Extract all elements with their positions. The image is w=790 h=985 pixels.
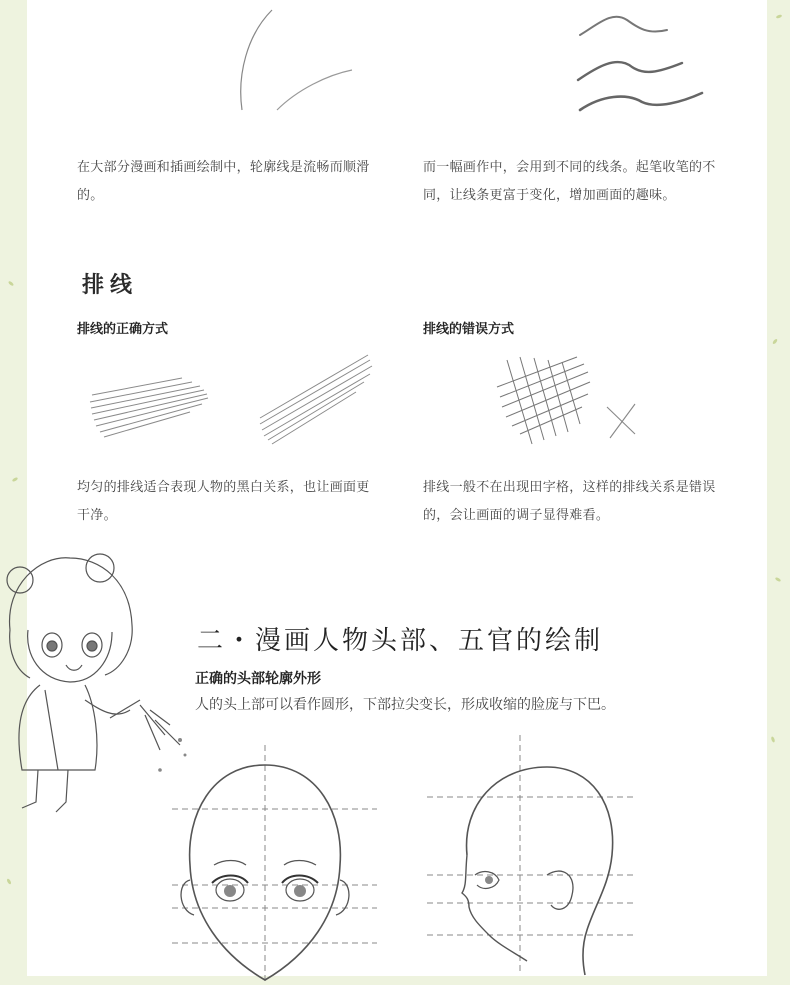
varied-line-text: 而一幅画作中，会用到不同的线条。起笔收笔的不同，让线条更富于变化，增加画面的趣味。 (423, 160, 716, 203)
leaf-decoration (775, 577, 782, 583)
hatching-correct-text: 均匀的排线适合表现人物的黑白关系，也让画面更干净。 (77, 480, 370, 523)
leaf-decoration (12, 477, 19, 483)
leaf-decoration (772, 338, 778, 345)
side-head-diagram (427, 735, 637, 975)
correct-hatching-sketch (82, 350, 382, 450)
leaf-decoration (776, 14, 783, 19)
hatching-wrong-text: 排线一般不在出现田字格，这样的排线关系是错误的，会让画面的调子显得难看。 (423, 480, 716, 523)
hatching-correct-subtitle: 排线的正确方式 (77, 322, 169, 337)
hatching-title: 排线 (82, 272, 139, 298)
leaf-decoration (6, 878, 12, 885)
chibi-character-illustration (0, 540, 200, 830)
section-description: 人的头上部可以看作圆形，下部拉尖变长，形成收缩的脸庞与下巴。 (195, 697, 615, 713)
varied-line-sketch (572, 5, 722, 115)
front-head-diagram (172, 745, 402, 985)
smooth-line-sketch (202, 5, 402, 115)
smooth-line-text: 在大部分漫画和插画绘制中，轮廓线是流畅而顺滑的。 (77, 160, 370, 203)
section-title: 二・漫画人物头部、五官的绘制 (197, 626, 604, 656)
leaf-decoration (8, 280, 15, 286)
section-subtitle: 正确的头部轮廓外形 (195, 671, 321, 687)
leaf-decoration (771, 736, 776, 743)
wrong-hatching-sketch (492, 352, 672, 452)
hatching-wrong-subtitle: 排线的错误方式 (423, 322, 515, 337)
